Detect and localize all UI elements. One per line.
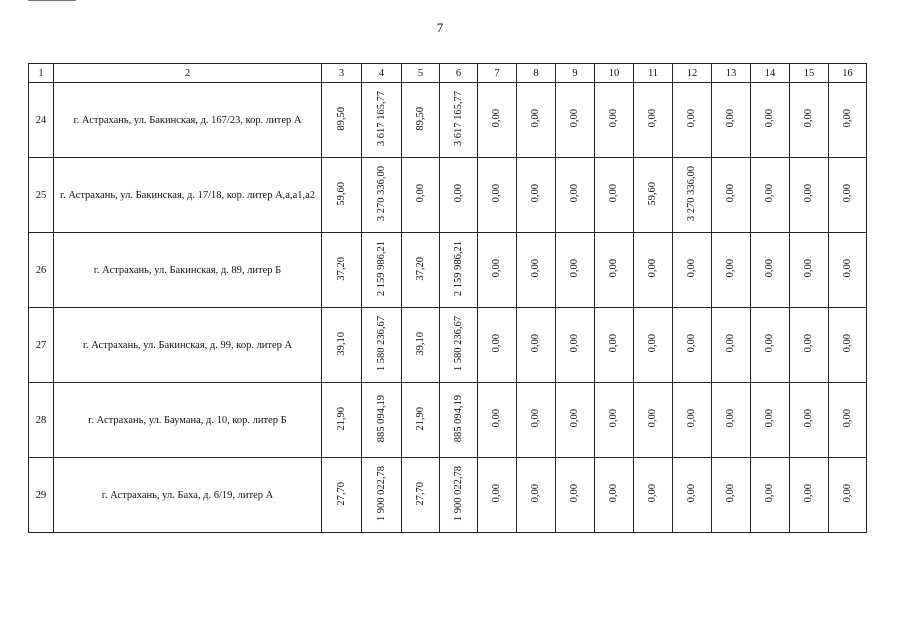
value-cell	[362, 158, 402, 233]
value-text: 0,00	[569, 334, 580, 353]
value-cell	[517, 233, 556, 308]
value-text: 0,00	[841, 409, 853, 428]
row-number: 28	[29, 383, 54, 458]
value-cell	[402, 83, 440, 158]
value-cell	[478, 233, 517, 308]
value-text: 37,20	[414, 256, 426, 281]
value-text: 0,00	[530, 334, 541, 353]
value-cell	[673, 83, 712, 158]
value-cell	[440, 458, 478, 533]
value-text: 0,00	[803, 484, 814, 503]
table-row	[29, 383, 867, 458]
value-cell	[790, 158, 829, 233]
value-text: 0,00	[647, 334, 658, 353]
value-cell	[322, 308, 362, 383]
value-text: 0,00	[491, 334, 502, 353]
value-cell	[556, 383, 595, 458]
value-cell	[829, 233, 867, 308]
value-cell	[634, 233, 673, 308]
column-header: 10	[595, 64, 634, 83]
value-text: 0,00	[764, 259, 775, 278]
value-text: 0,00	[569, 259, 580, 278]
value-text: 59,60	[647, 181, 658, 206]
column-header: 6	[440, 64, 478, 83]
address-cell: г. Астрахань, ул. Баха, д. 6/19, литер А	[54, 458, 322, 533]
value-text: 0,00	[608, 409, 619, 428]
value-text: 3 270 336,00	[375, 165, 387, 222]
value-cell	[478, 383, 517, 458]
value-text: 0,00	[725, 184, 736, 203]
column-header: 14	[751, 64, 790, 83]
value-cell	[402, 383, 440, 458]
value-cell	[478, 158, 517, 233]
value-cell	[751, 83, 790, 158]
value-text: 37,20	[335, 256, 347, 281]
value-cell	[673, 308, 712, 383]
value-cell	[362, 233, 402, 308]
value-cell	[790, 233, 829, 308]
value-cell	[402, 233, 440, 308]
value-cell	[517, 458, 556, 533]
value-cell	[517, 83, 556, 158]
value-text: 0,00	[803, 184, 814, 203]
value-text: 0,00	[530, 259, 541, 278]
value-text: 0,00	[491, 109, 502, 128]
address-cell: г. Астрахань, ул. Бакинская, д. 99, кор. литер А	[54, 308, 322, 383]
value-cell	[322, 83, 362, 158]
value-text: 885 094,19	[452, 394, 464, 443]
address-cell: г. Астрахань, ул. Бакинская, д. 17/18, кор. литер А,а,а1,а2	[54, 158, 322, 233]
table-row	[29, 83, 867, 158]
row-number: 27	[29, 308, 54, 383]
value-cell	[322, 383, 362, 458]
value-text: 0,00	[725, 409, 736, 428]
value-text: 0,00	[764, 184, 775, 203]
column-header: 7	[478, 64, 517, 83]
table-row	[29, 308, 867, 383]
value-text: 885 094,19	[375, 394, 387, 443]
column-header: 4	[362, 64, 402, 83]
value-text: 0,00	[803, 409, 814, 428]
value-text: 0,00	[647, 409, 658, 428]
column-header: 8	[517, 64, 556, 83]
value-cell	[595, 308, 634, 383]
value-cell	[440, 158, 478, 233]
value-cell	[751, 458, 790, 533]
value-text: 0,00	[725, 109, 736, 128]
value-text: 0,00	[764, 409, 775, 428]
value-cell	[556, 158, 595, 233]
value-cell	[712, 83, 751, 158]
value-text: 0,00	[491, 484, 502, 503]
row-number: 29	[29, 458, 54, 533]
header-row	[29, 64, 867, 83]
value-cell	[712, 158, 751, 233]
column-header: 2	[54, 64, 322, 83]
value-cell	[595, 383, 634, 458]
value-text: 0,00	[764, 334, 775, 353]
column-header: 15	[790, 64, 829, 83]
column-header: 3	[322, 64, 362, 83]
value-text: 0,00	[569, 184, 580, 203]
value-text: 0,00	[686, 259, 697, 278]
value-cell	[517, 308, 556, 383]
value-text: 3 270 336,00	[686, 165, 697, 222]
value-cell	[595, 158, 634, 233]
value-text: 27,70	[414, 481, 426, 506]
value-text: 0,00	[608, 484, 619, 503]
value-cell	[478, 83, 517, 158]
value-cell	[556, 308, 595, 383]
value-text: 0,00	[686, 334, 697, 353]
column-header: 5	[402, 64, 440, 83]
value-cell	[829, 383, 867, 458]
value-cell	[790, 383, 829, 458]
value-cell	[517, 158, 556, 233]
value-cell	[829, 308, 867, 383]
column-header: 1	[29, 64, 54, 83]
value-text: 0,00	[491, 409, 502, 428]
address-cell: г. Астрахань, ул. Бакинская, д. 167/23, кор. литер А	[54, 83, 322, 158]
value-cell	[402, 458, 440, 533]
value-text: 59,60	[335, 181, 347, 206]
value-text: 27,70	[335, 481, 347, 506]
value-cell	[362, 83, 402, 158]
value-cell	[402, 308, 440, 383]
row-number: 26	[29, 233, 54, 308]
value-text: 0,00	[530, 409, 541, 428]
value-text: 21,90	[335, 406, 347, 431]
value-cell	[595, 233, 634, 308]
value-text: 0,00	[569, 484, 580, 503]
value-cell	[751, 383, 790, 458]
value-cell	[440, 383, 478, 458]
column-header: 16	[829, 64, 867, 83]
value-text: 0,00	[414, 184, 426, 203]
value-text: 89,50	[335, 106, 347, 131]
value-cell	[829, 83, 867, 158]
value-cell	[634, 83, 673, 158]
value-text: 0,00	[841, 109, 853, 128]
address-cell: г. Астрахань, ул. Бакинская, д. 89, литер Б	[54, 233, 322, 308]
value-cell	[673, 458, 712, 533]
value-text: 0,00	[647, 484, 658, 503]
row-number: 24	[29, 83, 54, 158]
value-text: 2 159 986,21	[452, 240, 464, 297]
value-cell	[440, 308, 478, 383]
value-cell	[322, 158, 362, 233]
value-cell	[634, 158, 673, 233]
value-text: 2 159 986,21	[375, 240, 387, 297]
value-cell	[440, 83, 478, 158]
value-text: 0,00	[686, 109, 697, 128]
value-cell	[751, 308, 790, 383]
value-text: 1 900 022,78	[452, 465, 464, 522]
value-cell	[790, 458, 829, 533]
value-text: 0,00	[841, 484, 853, 503]
value-text: 0,00	[530, 109, 541, 128]
value-text: 0,00	[647, 259, 658, 278]
value-text: 0,00	[491, 259, 502, 278]
value-cell	[673, 158, 712, 233]
value-text: 1 580 236,67	[375, 315, 387, 372]
value-text: 0,00	[803, 259, 814, 278]
value-text: 0,00	[803, 334, 814, 353]
value-cell	[595, 83, 634, 158]
table-row	[29, 233, 867, 308]
page-edge-mark	[28, 0, 76, 2]
value-text: 0,00	[764, 109, 775, 128]
value-cell	[829, 458, 867, 533]
data-table	[28, 63, 867, 533]
value-text: 89,50	[414, 106, 426, 131]
value-cell	[322, 233, 362, 308]
value-text: 0,00	[530, 184, 541, 203]
value-text: 3 617 165,77	[452, 90, 464, 147]
value-text: 0,00	[725, 484, 736, 503]
value-cell	[556, 233, 595, 308]
value-cell	[751, 233, 790, 308]
value-cell	[478, 458, 517, 533]
column-header: 13	[712, 64, 751, 83]
value-text: 0,00	[803, 109, 814, 128]
value-cell	[673, 383, 712, 458]
table-row	[29, 158, 867, 233]
value-cell	[712, 383, 751, 458]
value-text: 0,00	[452, 184, 464, 203]
value-text: 0,00	[725, 259, 736, 278]
value-text: 0,00	[530, 484, 541, 503]
value-text: 0,00	[725, 334, 736, 353]
value-cell	[556, 458, 595, 533]
value-text: 0,00	[491, 184, 502, 203]
value-cell	[673, 233, 712, 308]
row-number: 25	[29, 158, 54, 233]
value-text: 0,00	[569, 109, 580, 128]
value-text: 21,90	[414, 406, 426, 431]
value-cell	[362, 308, 402, 383]
column-header: 12	[673, 64, 712, 83]
value-text: 1 580 236,67	[452, 315, 464, 372]
value-cell	[478, 308, 517, 383]
value-cell	[712, 458, 751, 533]
value-cell	[402, 158, 440, 233]
value-cell	[634, 458, 673, 533]
value-cell	[362, 383, 402, 458]
value-text: 1 900 022,78	[375, 465, 387, 522]
value-cell	[517, 383, 556, 458]
column-header: 9	[556, 64, 595, 83]
value-text: 0,00	[569, 409, 580, 428]
value-text: 39,10	[335, 331, 347, 356]
value-cell	[362, 458, 402, 533]
value-text: 0,00	[608, 334, 619, 353]
value-cell	[634, 308, 673, 383]
value-cell	[440, 233, 478, 308]
address-cell: г. Астрахань, ул. Баумана, д. 10, кор. литер Б	[54, 383, 322, 458]
value-text: 0,00	[841, 334, 853, 353]
value-cell	[790, 308, 829, 383]
value-cell	[751, 158, 790, 233]
column-header: 11	[634, 64, 673, 83]
value-cell	[712, 308, 751, 383]
value-text: 39,10	[414, 331, 426, 356]
value-text: 0,00	[764, 484, 775, 503]
value-text: 0,00	[686, 484, 697, 503]
value-text: 0,00	[841, 184, 853, 203]
value-cell	[595, 458, 634, 533]
value-text: 3 617 165,77	[375, 90, 387, 147]
value-cell	[322, 458, 362, 533]
value-cell	[790, 83, 829, 158]
table-row	[29, 458, 867, 533]
value-cell	[829, 158, 867, 233]
value-text: 0,00	[608, 259, 619, 278]
value-text: 0,00	[841, 259, 853, 278]
value-cell	[634, 383, 673, 458]
value-cell	[712, 233, 751, 308]
value-text: 0,00	[647, 109, 658, 128]
value-cell	[556, 83, 595, 158]
page-number: 7	[436, 20, 444, 35]
value-text: 0,00	[608, 184, 619, 203]
value-text: 0,00	[608, 109, 619, 128]
value-text: 0,00	[686, 409, 697, 428]
